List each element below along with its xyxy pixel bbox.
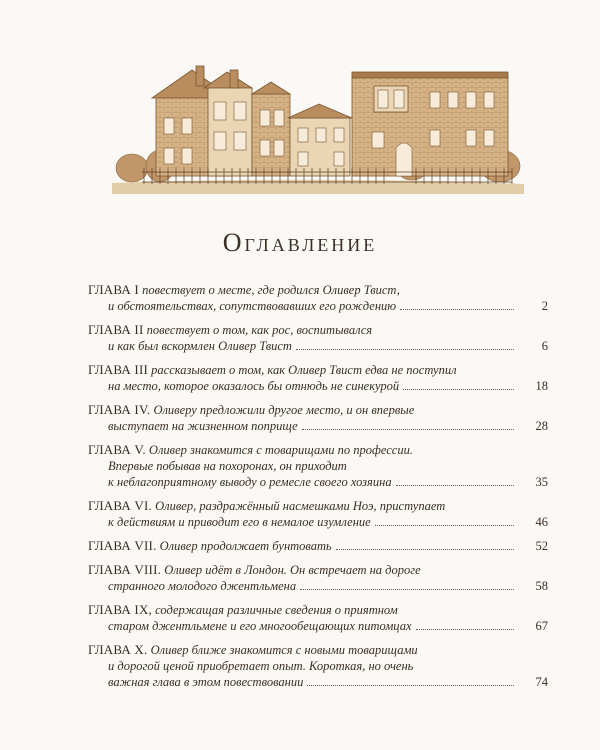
chapter-description: Оливер идёт в Лондон. Он встречает на дороге (164, 563, 421, 577)
page-number: 67 (535, 619, 548, 633)
leader-dots (336, 549, 514, 550)
chapter-description: к неблагоприятному выводу о ремесле своего хозяина (108, 475, 392, 489)
chapter-description: Оливер ближе знакомится с новыми товарищами (150, 643, 418, 657)
toc-entry-8[interactable] (88, 562, 548, 594)
chapter-description: Оливер знакомится с товарищами по профессии. (148, 443, 413, 457)
chapter-description: Оливер, раздражённый насмешками Ноэ, приступает (155, 499, 446, 513)
toc-entry-3[interactable] (88, 362, 548, 394)
chapter-description: выступает на жизненном поприще (108, 419, 298, 433)
leader-dots (300, 589, 514, 590)
chapter-description: повествует о том, как рос, воспитывался (146, 323, 373, 337)
toc-entry-10[interactable] (88, 642, 548, 690)
table-of-contents (88, 282, 548, 690)
chapter-description: и как был вскормлен Оливер Твист (108, 339, 292, 353)
page-title: Оглавление (222, 228, 378, 257)
page-number: 46 (535, 515, 548, 529)
chapter-description: содержащая различные сведения о приятном (155, 603, 398, 617)
leader-dots (302, 429, 514, 430)
page-number: 35 (535, 475, 548, 489)
chapter-description: и обстоятельствах, сопутствовавших его рождению (108, 299, 397, 313)
chapter-label: ГЛАВА IX, (88, 602, 153, 617)
page-number: 28 (535, 419, 548, 433)
chapter-label: ГЛАВА V. (88, 442, 146, 457)
chapter-label: ГЛАВА VI. (88, 498, 153, 513)
chapter-description: и дорогой ценой приобретает опыт. Короткая, но очень (108, 659, 414, 673)
chapter-description: повествует о месте, где родился Оливер Твист, (142, 283, 400, 297)
page-number: 74 (535, 675, 548, 689)
toc-entry-2[interactable] (88, 322, 548, 354)
toc-entry-6[interactable] (88, 498, 548, 530)
toc-entry-5[interactable] (88, 442, 548, 490)
page-number: 6 (541, 339, 548, 353)
chapter-description: странного молодого джентльмена (108, 579, 297, 593)
chapter-description: рассказывает о том, как Оливер Твист едва не поступил (151, 363, 457, 377)
chapter-label: ГЛАВА I (88, 282, 139, 297)
houses-illustration (112, 58, 524, 194)
leader-dots (375, 525, 514, 526)
toc-entry-9[interactable] (88, 602, 548, 634)
chapter-label: ГЛАВА VII. (88, 538, 157, 553)
page-number: 2 (541, 299, 548, 313)
leader-dots (403, 389, 514, 390)
chapter-label: ГЛАВА X. (88, 642, 148, 657)
leader-dots (396, 485, 514, 486)
chapter-description: на место, которое оказалось бы отнюдь не синекурой (108, 379, 400, 393)
leader-dots (307, 685, 514, 686)
toc-entry-7[interactable] (88, 538, 548, 554)
chapter-description: старом джентльмене и его многообещающих питомцах (108, 619, 412, 633)
leader-dots (400, 309, 514, 310)
chapter-description: к действиям и приводит его в немалое изумление (108, 515, 371, 529)
chapter-description: важная глава в этом повествовании (108, 675, 304, 689)
chapter-label: ГЛАВА II (88, 322, 144, 337)
toc-entry-1[interactable] (88, 282, 548, 314)
page-number: 18 (535, 379, 548, 393)
chapter-label: ГЛАВА VIII. (88, 562, 162, 577)
leader-dots (416, 629, 514, 630)
chapter-label: ГЛАВА III (88, 362, 149, 377)
chapter-label: ГЛАВА IV. (88, 402, 151, 417)
leader-dots (296, 349, 514, 350)
toc-entry-4[interactable] (88, 402, 548, 434)
chapter-description: Впервые побывав на похоронах, он приходит (108, 459, 347, 473)
page-number: 58 (535, 579, 548, 593)
chapter-description: Оливеру предложили другое место, и он впервые (153, 403, 415, 417)
chapter-description: Оливер продолжает бунтовать (159, 539, 332, 553)
page-number: 52 (535, 539, 548, 553)
